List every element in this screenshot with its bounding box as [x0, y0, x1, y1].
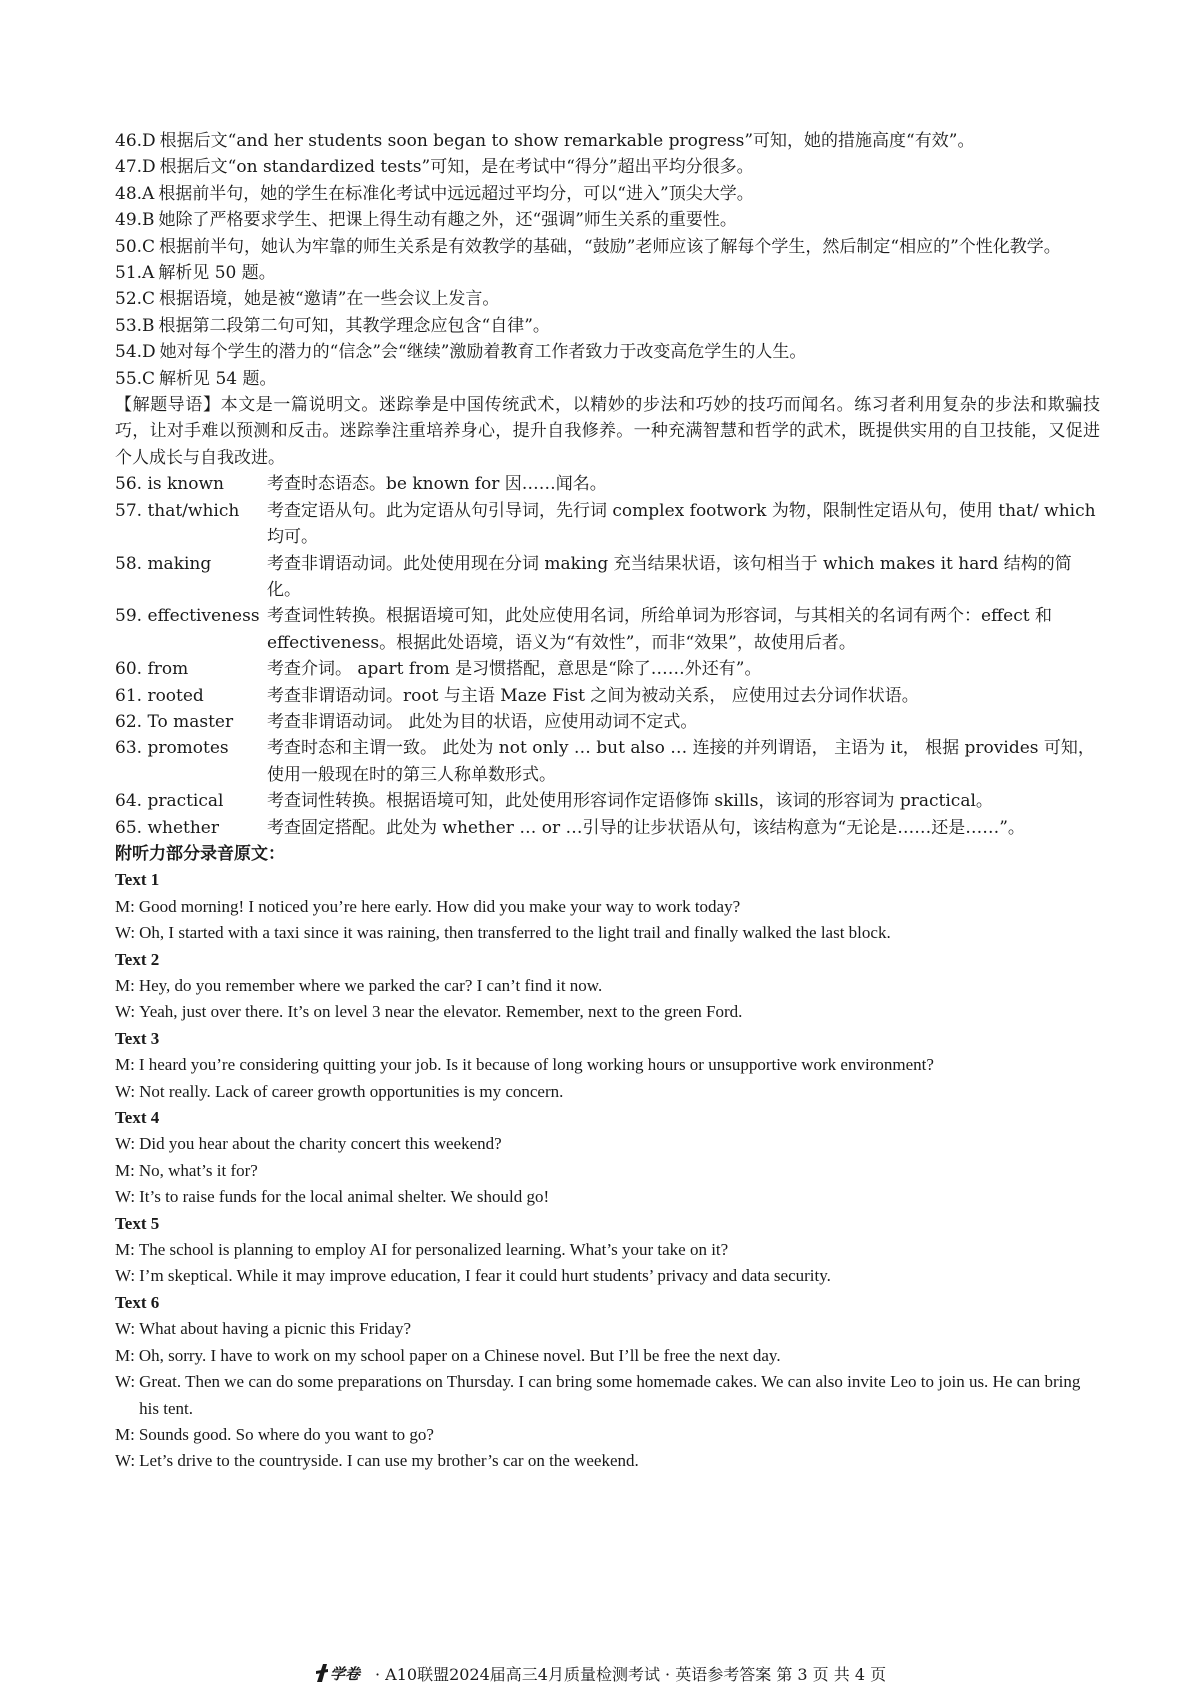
listening-heading: 附听力部分录音原文：: [115, 843, 285, 864]
grammar-fill-item: [115, 498, 1100, 551]
page-footer: [0, 1662, 1200, 1689]
dialogue-line: [115, 1237, 1100, 1263]
answer-number: 46.D: [115, 131, 156, 151]
dialogue-line: [115, 920, 1100, 946]
transcript-title: Text 4: [115, 1108, 160, 1128]
grammar-fill-item: [115, 709, 1100, 735]
answer-item: [115, 207, 1100, 233]
dialogue-text: Sounds good. So where do you want to go?: [138, 1424, 434, 1444]
transcript-block: [115, 867, 1100, 946]
listening-transcripts: [115, 867, 1100, 1474]
dialogue-line: [115, 999, 1100, 1025]
answer-number: 47.D: [115, 157, 156, 178]
answer-item: [115, 366, 1100, 392]
answer-list: [115, 128, 1100, 392]
grammar-fill-item: [115, 656, 1100, 682]
speaker-label: M:: [115, 1424, 135, 1444]
answer-number: 48.A: [115, 183, 155, 204]
speaker-label: W:: [115, 1319, 136, 1339]
answer-item: [115, 339, 1100, 365]
grammar-fill-item: [115, 551, 1100, 604]
dialogue-line: [115, 1158, 1100, 1184]
transcript-title: Text 5: [115, 1213, 160, 1233]
speaker-label: W:: [115, 1134, 136, 1154]
grammar-fill-answer: 62. To master: [115, 711, 234, 732]
transcript-block: [115, 947, 1100, 1026]
answer-explanation: 根据语境，她是被“邀请”在一些会议上发言。: [159, 289, 500, 310]
answer-item: [115, 234, 1100, 260]
grammar-fill-explanation: 考查定语从句。此为定语从句引导词，先行词 complex footwork 为物，限制性定语从句，使用 that/ which 均可。: [267, 500, 1096, 548]
dialogue-line: [115, 1422, 1100, 1448]
dialogue-text: Hey, do you remember where we parked the car? I can’t find it now.: [138, 976, 603, 995]
dialogue-line: [115, 1131, 1100, 1157]
dialogue-text: I heard you’re considering quitting your job. Is it because of long working hours or unsupportive work environment?: [138, 1055, 934, 1075]
dialogue-text: Did you hear about the charity concert this weekend?: [139, 1134, 502, 1154]
transcript-title: Text 1: [115, 870, 160, 890]
grammar-fill-explanation: 考查固定搭配。此处为 whether … or …引导的让步状语从句，该结构意为“无论是……还是……”。: [267, 817, 1025, 838]
reading-guide: 【解题导语】本文是一篇说明文。迷踪拳是中国传统武术，以精妙的步法和巧妙的技巧而闻名。练习者利用复杂的步法和欺骗技巧，让对手难以预测和反击。迷踪拳注重培养身心，提升自我修养。一种充满智慧和哲学的武术，既提供实用的自卫技能，又促进个人成长与自我改进。: [115, 395, 1100, 468]
dialogue-text: Oh, sorry. I have to work on my school paper on a Chinese novel. But I’ll be free the next day.: [138, 1345, 781, 1365]
dialogue-line: [115, 1052, 1100, 1078]
dialogue-text: Let’s drive to the countryside. I can use my brother’s car on the weekend.: [139, 1451, 639, 1471]
speaker-label: M:: [115, 1240, 135, 1260]
grammar-fill-answer: 61. rooted: [115, 685, 204, 706]
dialogue-text: Good morning! I noticed you’re here early. How did you make your way to work today?: [138, 896, 741, 916]
grammar-fill-item: [115, 603, 1100, 656]
speaker-label: W:: [115, 923, 136, 943]
grammar-fill-answer: 60. from: [115, 659, 189, 680]
answer-item: [115, 181, 1100, 207]
grammar-fill-explanation: 考查词性转换。根据语境可知，此处使用形容词作定语修饰 skills，该词的形容词为 practical。: [267, 791, 993, 812]
answer-explanation: 根据后文“and her students soon began to show remarkable progress”可知，她的措施高度“有效”。: [159, 131, 975, 151]
dialogue-line: [115, 1343, 1100, 1369]
dialogue-text: No, what’s it for?: [138, 1160, 258, 1180]
answer-item: [115, 128, 1100, 154]
grammar-fill-explanation: 考查词性转换。根据语境可知，此处应使用名词，所给单词为形容词，与其相关的名词有两个：effect 和 effectiveness。根据此处语境，语义为“有效性”，而非“效果”，故使用后者。: [267, 606, 1052, 653]
speaker-label: M:: [115, 1160, 135, 1180]
grammar-fill-item: [115, 735, 1100, 788]
speaker-label: M:: [115, 1055, 135, 1075]
grammar-fill-answer: 56. is known: [115, 474, 224, 495]
dialogue-line: [115, 1184, 1100, 1210]
answer-explanation: 根据前半句，她认为牢靠的师生关系是有效教学的基础，“鼓励”老师应该了解每个学生，然后制定“相应的”个性化教学。: [159, 236, 1061, 257]
grammar-fill-answer: 64. practical: [115, 791, 224, 812]
dialogue-line: [115, 1263, 1100, 1289]
dialogue-text: What about having a picnic this Friday?: [139, 1319, 412, 1339]
answer-number: 50.C: [115, 236, 156, 257]
speaker-label: M:: [115, 1345, 135, 1365]
dialogue-text: Not really. Lack of career growth opportunities is my concern.: [139, 1081, 564, 1101]
answer-item: [115, 313, 1100, 339]
publisher-logo-text: 学卷: [329, 1665, 360, 1683]
grammar-fill-item: [115, 815, 1100, 841]
answer-explanation: 解析见 50 题。: [158, 263, 276, 284]
dialogue-line: [115, 1079, 1100, 1105]
transcript-block: [115, 1105, 1100, 1211]
grammar-fill-answer: 65. whether: [115, 817, 219, 838]
speaker-label: M:: [115, 896, 135, 916]
answer-explanation: 根据后文“on standardized tests”可知，是在考试中“得分”超出平均分很多。: [159, 157, 754, 178]
footer-text: · A10联盟2024届高三4月质量检测考试 · 英语参考答案 第 3 页 共 4 页: [374, 1665, 887, 1684]
grammar-fill-list: [115, 471, 1100, 841]
dialogue-line: [115, 1316, 1100, 1342]
answer-number: 54.D: [115, 342, 156, 363]
page-content: [115, 128, 1100, 1475]
answer-item: [115, 260, 1100, 286]
publisher-logo: [314, 1662, 366, 1689]
grammar-fill-item: [115, 683, 1100, 709]
dialogue-text: Great. Then we can do some preparations on Thursday. I can bring some homemade cakes. We can also invite Leo to join us. He can bring his tent.: [139, 1372, 1081, 1418]
answer-number: 49.B: [115, 210, 155, 231]
grammar-fill-answer: 63. promotes: [115, 738, 229, 759]
dialogue-text: It’s to raise funds for the local animal shelter. We should go!: [139, 1187, 550, 1207]
dialogue-line: [115, 1369, 1100, 1422]
answer-explanation: 她除了严格要求学生、把课上得生动有趣之外，还“强调”师生关系的重要性。: [158, 210, 737, 231]
answer-explanation: 根据前半句，她的学生在标准化考试中远远超过平均分，可以“进入”顶尖大学。: [158, 183, 754, 204]
transcript-title: Text 2: [115, 949, 160, 969]
transcript-block: [115, 1211, 1100, 1290]
transcript-block: [115, 1290, 1100, 1475]
grammar-fill-item: [115, 788, 1100, 814]
grammar-fill-explanation: 考查时态语态。be known for 因……闻名。: [267, 474, 607, 495]
grammar-fill-explanation: 考查时态和主谓一致。 此处为 not only … but also … 连接的并列谓语， 主语为 it， 根据 provides 可知，使用一般现在时的第三人称单数形式。: [267, 738, 1095, 785]
speaker-label: W:: [115, 1187, 136, 1207]
grammar-fill-explanation: 考查非谓语动词。 此处为目的状语，应使用动词不定式。: [267, 711, 698, 732]
answer-explanation: 根据第二段第二句可知，其教学理念应包含“自律”。: [158, 315, 550, 336]
answer-explanation: 解析见 54 题。: [159, 368, 277, 389]
dialogue-line: [115, 894, 1100, 920]
grammar-fill-explanation: 考查介词。 apart from 是习惯搭配，意思是“除了……外还有”。: [267, 659, 762, 680]
dialogue-line: [115, 973, 1100, 999]
transcript-title: Text 3: [115, 1028, 160, 1048]
answer-number: 51.A: [115, 263, 155, 284]
speaker-label: W:: [115, 1002, 136, 1022]
speaker-label: W:: [115, 1372, 136, 1392]
dialogue-text: The school is planning to employ AI for personalized learning. What’s your take on it?: [138, 1240, 729, 1260]
dialogue-line: [115, 1448, 1100, 1474]
dialogue-text: Oh, I started with a taxi since it was raining, then transferred to the light trail and finally walked the last block.: [139, 923, 891, 943]
transcript-title: Text 6: [115, 1292, 160, 1312]
answer-number: 52.C: [115, 289, 156, 310]
answer-explanation: 她对每个学生的潜力的“信念”会“继续”激励着教育工作者致力于改变高危学生的人生。: [159, 342, 807, 363]
dialogue-text: I’m skeptical. While it may improve education, I fear it could hurt students’ privacy and data security.: [139, 1266, 831, 1286]
dialogue-text: Yeah, just over there. It’s on level 3 near the elevator. Remember, next to the green Ford.: [139, 1002, 743, 1022]
answer-number: 55.C: [115, 368, 156, 389]
grammar-fill-answer: 57. that/which: [115, 500, 240, 521]
speaker-label: W:: [115, 1266, 136, 1286]
grammar-fill-explanation: 考查非谓语动词。root 与主语 Maze Fist 之间为被动关系， 应使用过去分词作状语。: [267, 685, 919, 706]
answer-number: 53.B: [115, 315, 155, 336]
answer-item: [115, 154, 1100, 180]
transcript-block: [115, 1026, 1100, 1105]
grammar-fill-answer: 59. effectiveness: [115, 606, 260, 627]
grammar-fill-item: [115, 471, 1100, 497]
grammar-fill-explanation: 考查非谓语动词。此处使用现在分词 making 充当结果状语，该句相当于 which makes it hard 结构的简化。: [267, 553, 1072, 600]
answer-item: [115, 286, 1100, 312]
speaker-label: M:: [115, 976, 135, 995]
grammar-fill-answer: 58. making: [115, 553, 212, 574]
speaker-label: W:: [115, 1081, 136, 1101]
speaker-label: W:: [115, 1451, 136, 1471]
